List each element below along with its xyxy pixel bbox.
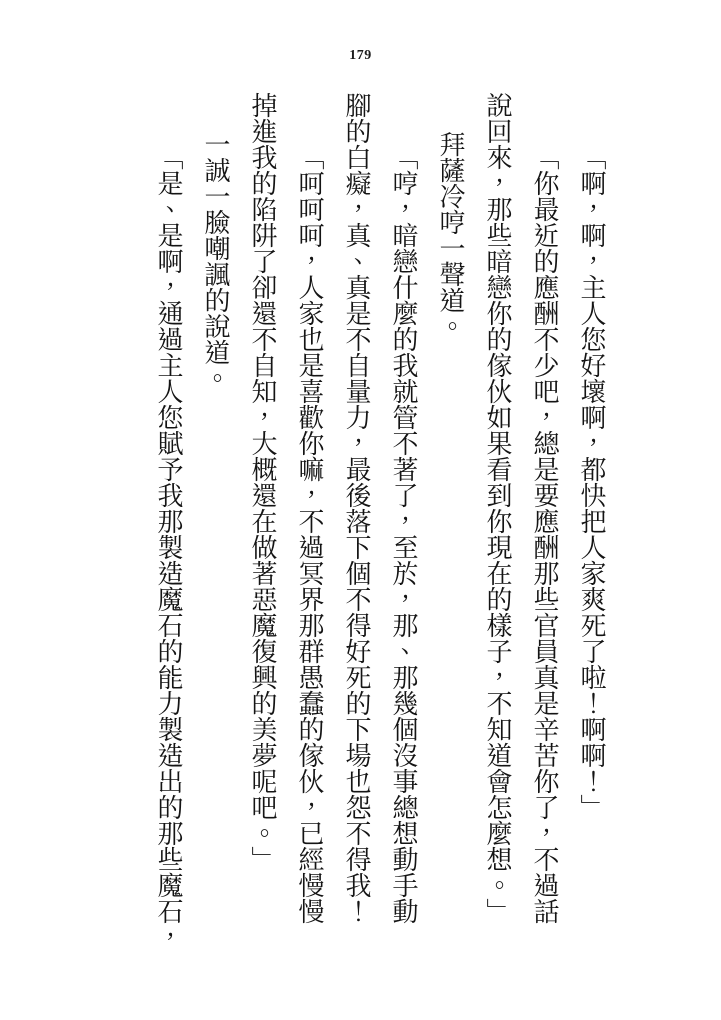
text-block [145,92,615,1004]
paragraph-dialogue-2-cont: 說回來，那些暗戀你的傢伙如果看到你現在的樣子，不知道會怎麼想。」 [483,92,512,924]
paragraph-dialogue-4-start: 「呵呵呵，人家也是喜歡你嘛，不過冥界那群愚蠢的傢伙，已經慢慢 [295,144,324,924]
paragraph-dialogue-1: 「啊，啊，主人您好壞啊，都快把人家爽死了啦！啊啊！」 [577,144,606,820]
paragraph-narration-1: 拜薩冷哼一聲道。 [436,131,465,339]
paragraph-dialogue-2-start: 「你最近的應酬不少吧，總是要應酬那些官員真是辛苦你了，不過話 [530,144,559,924]
paragraph-narration-2: 一誠一臉嘲諷的說道。 [201,131,230,391]
paragraph-dialogue-5-start: 「是、是啊，通過主人您賦予我那製造魔石的能力製造出的那些魔石， [154,144,183,950]
paragraph-dialogue-3-cont: 腳的白癡，真、真是不自量力，最後落下個不得好死的下場也怨不得我！ [342,92,371,924]
paragraph-dialogue-4-cont: 掉進我的陷阱了卻還不自知，大概還在做著惡魔復興的美夢呢吧。」 [248,92,277,872]
paragraph-dialogue-3-start: 「哼，暗戀什麼的我就管不著了，至於，那、那幾個沒事總想動手動 [389,144,418,924]
page-number: 179 [349,48,372,63]
